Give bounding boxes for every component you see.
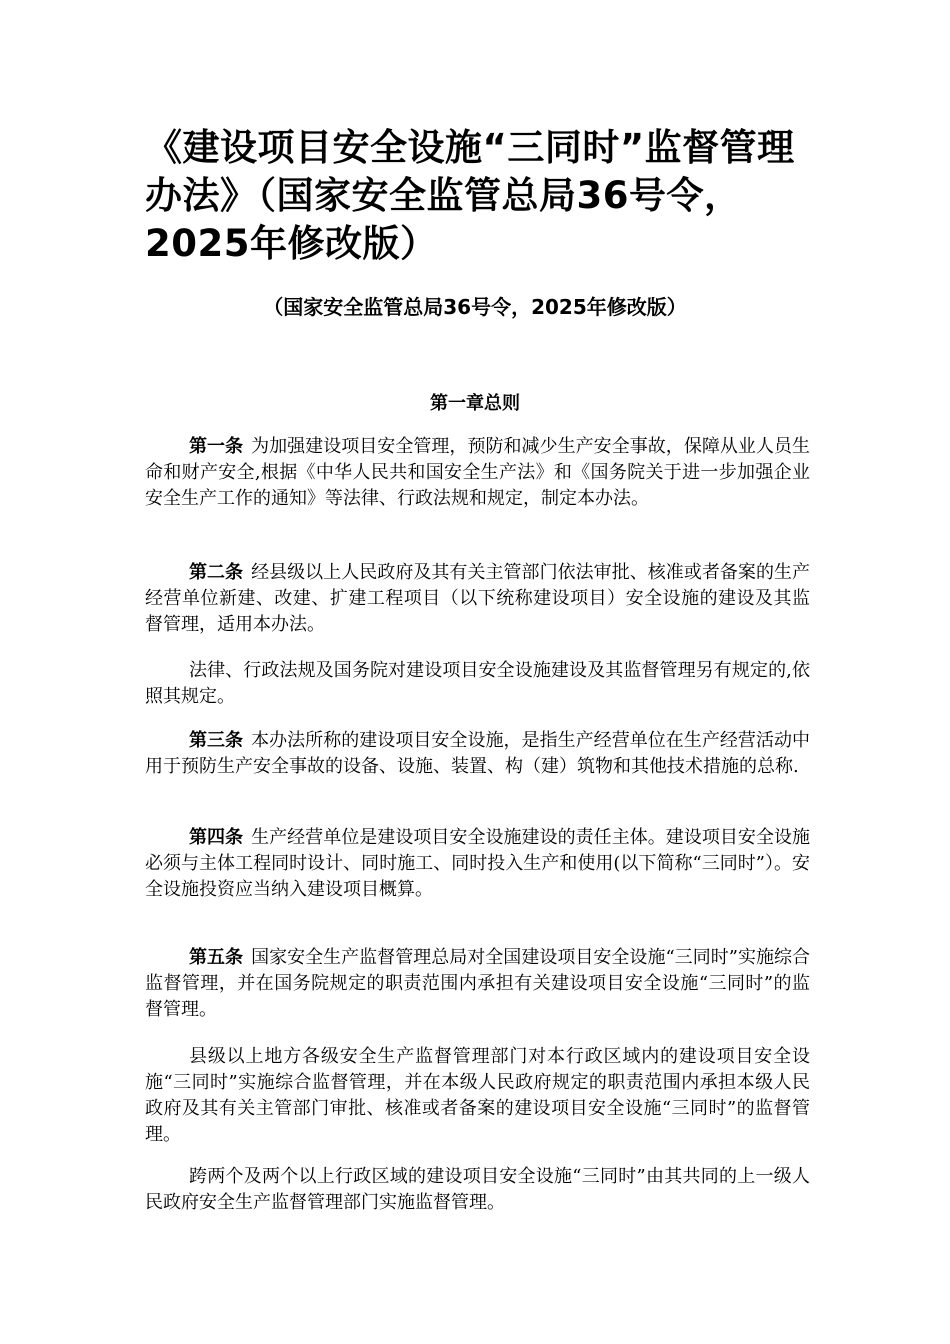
article-label: 第五条 <box>189 947 244 968</box>
article-3 <box>145 728 810 780</box>
article-1 <box>145 434 810 512</box>
chapter-heading: 第一章总则 <box>430 393 520 414</box>
article-text: 为加强建设项目安全管理，预防和减少生产安全事故，保障从业人员生命和财产安全,根据《中华人民共和国安全生产法》和《国务院关于进一步加强企业安全生产工作的通知》等法律、行政法规和规定，制定本办法。 <box>145 436 810 509</box>
article-label: 第一条 <box>189 436 244 457</box>
article-text: 跨两个及两个以上行政区域的建设项目安全设施“三同时”由其共同的上一级人民政府安全生产监督管理部门实施监督管理。 <box>145 1166 810 1213</box>
article-text: 经县级以上人民政府及其有关主管部门依法审批、核准或者备案的生产经营单位新建、改建、扩建工程项目（以下统称建设项目）安全设施的建设及其监督管理，适用本办法。 <box>145 562 810 635</box>
article-text: 生产经营单位是建设项目安全设施建设的责任主体。建设项目安全设施必须与主体工程同时设计、同时施工、同时投入生产和使用(以下简称“三同时”）。安全设施投资应当纳入建设项目概算。 <box>145 827 810 900</box>
document-subtitle: （国家安全监管总局36号令，2025年修改版） <box>263 295 687 319</box>
article-label: 第二条 <box>189 562 244 583</box>
article-label: 第三条 <box>189 730 244 751</box>
article-text: 县级以上地方各级安全生产监督管理部门对本行政区域内的建设项目安全设施“三同时”实施综合监督管理，并在本级人民政府规定的职责范围内承担本级人民政府及其有关主管部门审批、核准或者备案的建设项目安全设施“三同时”的监督管理。 <box>145 1046 810 1145</box>
article-label: 第四条 <box>189 827 244 848</box>
article-text: 本办法所称的建设项目安全设施，是指生产经营单位在生产经营活动中用于预防生产安全事故的设备、设施、装置、构（建）筑物和其他技术措施的总称. <box>145 730 810 777</box>
article-4 <box>145 825 810 903</box>
article-2 <box>145 560 810 638</box>
article-5-paragraph-2 <box>145 1044 810 1148</box>
article-5 <box>145 945 810 1023</box>
article-5-paragraph-3 <box>145 1164 810 1216</box>
article-text: 国家安全生产监督管理总局对全国建设项目安全设施“三同时”实施综合监督管理，并在国务院规定的职责范围内承担有关建设项目安全设施“三同时”的监督管理。 <box>145 947 811 1020</box>
article-text: 法律、行政法规及国务院对建设项目安全设施建设及其监督管理另有规定的,依照其规定。 <box>145 660 810 707</box>
article-2-paragraph-2 <box>145 658 810 710</box>
document-title: 《建设项目安全设施“三同时”监督管理办法》（国家安全监管总局36号令，2025年修改版） <box>145 126 795 265</box>
